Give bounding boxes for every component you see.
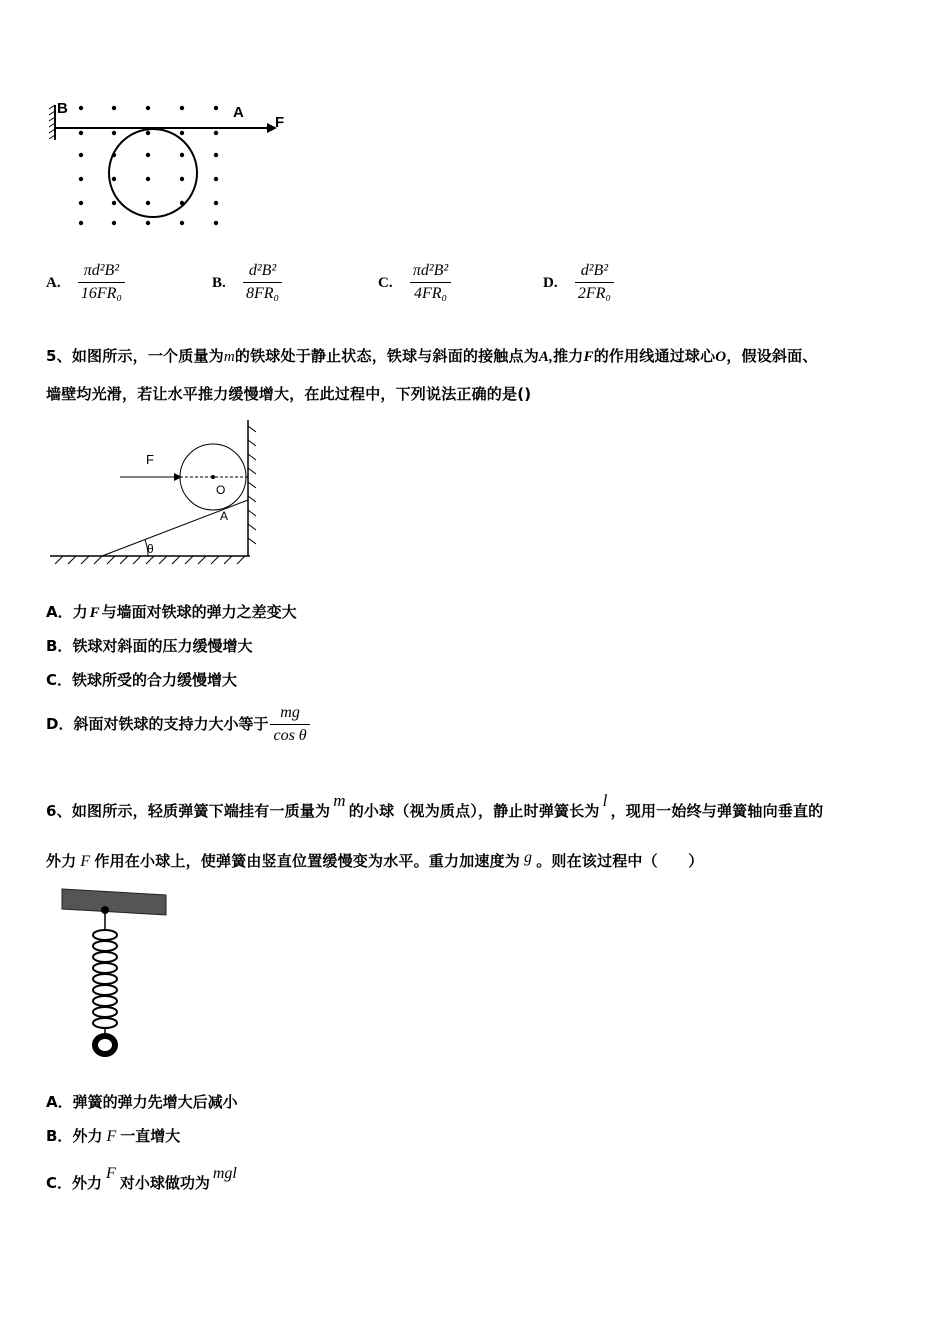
q5-text: 的铁球处于静止状态，铁球与斜面的接触点为	[234, 347, 539, 365]
option-numerator: d²B²	[575, 262, 614, 283]
q6-text: 6、如图所示，轻质弹簧下端挂有一质量为	[46, 802, 331, 820]
label-a: A	[233, 104, 244, 121]
q4-option-a[interactable]	[46, 262, 125, 303]
option-letter: A.	[46, 275, 61, 291]
label-o: O	[216, 483, 226, 497]
q5-text: 的作用线通过球心	[593, 347, 716, 365]
option-letter: C．	[46, 1174, 73, 1192]
q5-option-c[interactable]	[46, 669, 237, 690]
option-denominator: cos θ	[273, 727, 307, 744]
var-g: g	[524, 849, 533, 866]
label-a: A	[220, 509, 229, 523]
option-text: 斜面对铁球的支持力大小等于	[73, 715, 269, 733]
var-f: F	[583, 349, 594, 365]
option-denominator: 2FR₀	[577, 285, 611, 302]
option-letter: B.	[212, 275, 226, 291]
option-denominator: 4FR₀	[413, 285, 448, 302]
var-m: m	[223, 349, 235, 365]
q6-option-b[interactable]	[46, 1125, 180, 1146]
q5-option-d[interactable]	[46, 704, 310, 745]
q6-option-c[interactable]	[46, 1165, 237, 1193]
option-denominator: 8FR₀	[246, 285, 280, 302]
option-text: 一直增大	[120, 1127, 181, 1145]
var-f: F	[106, 1165, 116, 1182]
q6-text: 的小球（视为质点），静止时弹簧长为	[348, 802, 600, 820]
option-text: 外力	[72, 1127, 103, 1145]
var-f: F	[80, 853, 91, 870]
option-letter: B．	[46, 637, 73, 655]
q6-text: 作用在小球上，使弹簧由竖直位置缓慢变为水平。重力加速度为	[94, 852, 520, 870]
q6-stem-line1	[46, 791, 824, 821]
option-letter: A．	[46, 1093, 73, 1111]
q4-figure	[45, 95, 290, 235]
q5-option-b[interactable]	[46, 635, 252, 656]
q6-text: 。则在该过程中（ ）	[536, 852, 704, 870]
option-letter: A．	[46, 603, 73, 621]
q6-text: 外力	[46, 852, 77, 870]
option-text: 外力	[72, 1174, 103, 1192]
var-mgl: mgl	[212, 1165, 237, 1182]
var-l: l	[602, 791, 608, 810]
var-f: F	[89, 605, 100, 621]
option-text: 弹簧的弹力先增大后减小	[72, 1093, 238, 1111]
q5-option-a[interactable]	[46, 601, 297, 622]
option-text: 力	[72, 603, 88, 621]
q5-stem-line2: 墙壁均光滑，若让水平推力缓慢增大，在此过程中，下列说法正确的是()	[46, 385, 532, 403]
ball	[95, 1036, 115, 1054]
q5-stem-line1	[46, 345, 818, 366]
option-numerator: d²B²	[243, 262, 282, 283]
option-letter: D.	[543, 275, 558, 291]
option-letter: C．	[46, 671, 73, 689]
q4-option-d[interactable]	[543, 262, 614, 303]
label-f: F	[146, 452, 154, 467]
spring-coils	[93, 930, 117, 1028]
q6-option-a[interactable]	[46, 1091, 238, 1112]
q6-figure	[58, 885, 173, 1065]
q4-option-b[interactable]	[212, 262, 282, 303]
var-a: A,	[538, 349, 554, 365]
option-numerator: πd²B²	[410, 262, 451, 283]
option-letter: C.	[378, 275, 393, 291]
option-letter: B．	[46, 1127, 73, 1145]
option-numerator: πd²B²	[78, 262, 125, 283]
q5-text: 5、如图所示，一个质量为	[46, 347, 224, 365]
q5-text: ，假设斜面、	[726, 347, 818, 365]
q4-option-c[interactable]	[378, 262, 451, 303]
var-m: m	[333, 791, 346, 810]
option-text: 与墙面对铁球的弹力之差变大	[101, 603, 297, 621]
q6-text: ，现用一始终与弹簧轴向垂直的	[610, 802, 824, 820]
var-f: F	[106, 1128, 117, 1145]
option-text: 铁球对斜面的压力缓慢增大	[72, 637, 253, 655]
option-numerator: mg	[270, 704, 309, 725]
option-letter: D．	[46, 715, 74, 733]
q5-text: 推力	[553, 347, 584, 365]
option-denominator: 16FR₀	[80, 285, 122, 302]
label-theta: θ	[147, 542, 154, 556]
q5-figure	[50, 420, 265, 565]
var-o: O	[715, 349, 727, 365]
q6-stem-line2	[46, 850, 703, 871]
option-text: 对小球做功为	[119, 1174, 210, 1192]
option-text: 铁球所受的合力缓慢增大	[72, 671, 238, 689]
label-b: B	[57, 100, 68, 117]
label-f: F	[275, 114, 285, 131]
